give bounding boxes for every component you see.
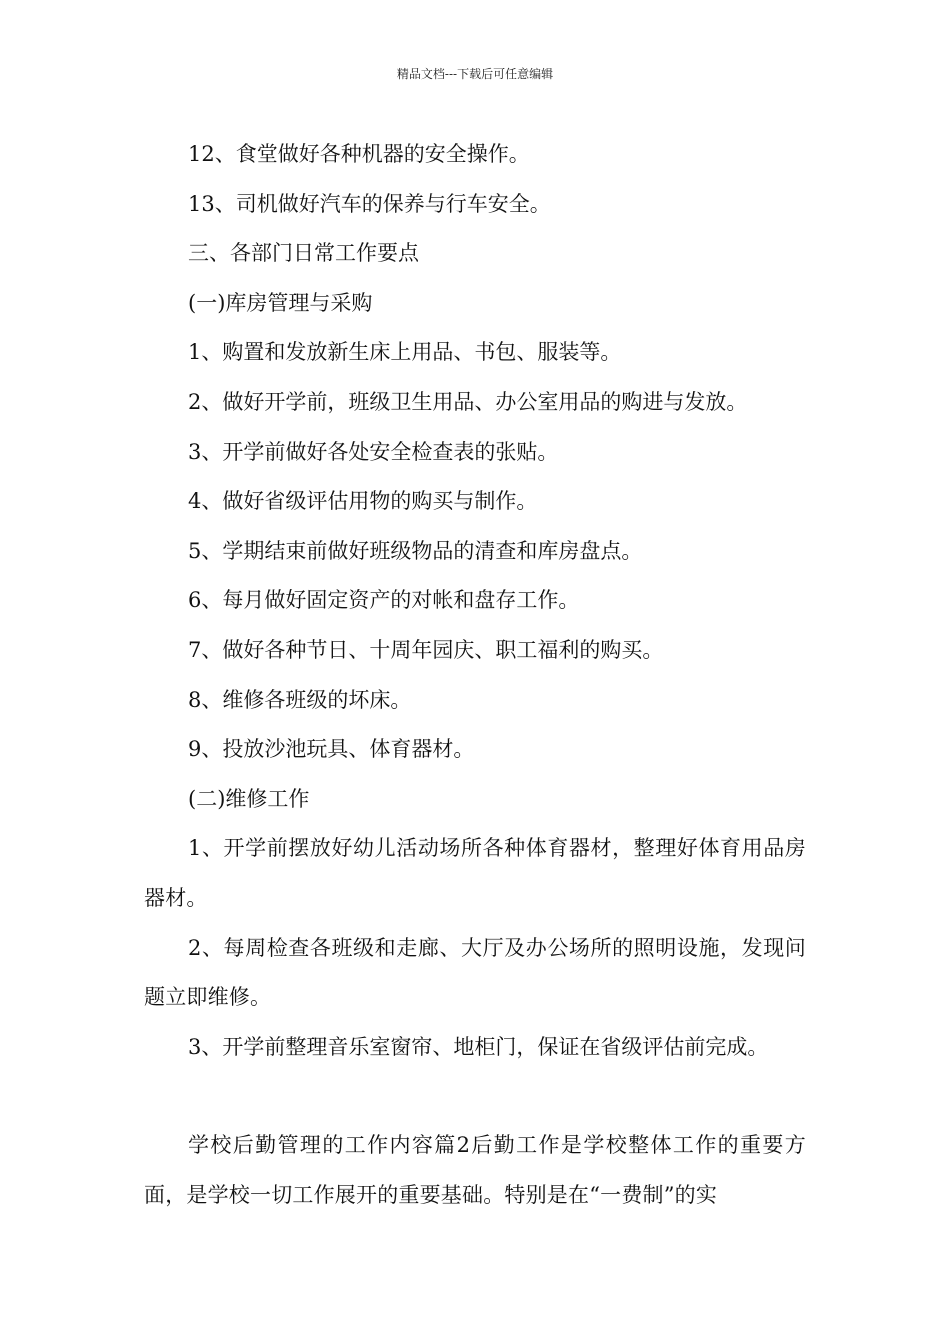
document-body [144,130,806,1220]
page-header: 精品文档---下载后可任意编辑 [396,67,554,81]
list-item-warehouse-7: 7、做好各种节日、十周年园庆、职工福利的购买。 [188,637,664,662]
list-item-warehouse-3: 3、开学前做好各处安全检查表的张贴。 [188,439,559,464]
list-item-warehouse-1: 1、购置和发放新生床上用品、书包、服装等。 [188,340,622,365]
paragraph-canteen-safety: 12、食堂做好各种机器的安全操作。 [188,142,530,166]
list-item-warehouse-2: 2、做好开学前，班级卫生用品、办公室用品的购进与发放。 [188,389,748,414]
list-item-warehouse-5: 5、学期结束前做好班级物品的清查和库房盘点。 [188,538,643,563]
paragraph-spacer [144,1072,806,1121]
list-item-warehouse-9: 9、投放沙池玩具、体育器材。 [188,737,475,762]
list-item-maintenance-2: 2、每周检查各班级和走廊、大厅及办公场所的照明设施，发现问题立即维修。 [144,935,806,1010]
subsection-heading-warehouse: (一)库房管理与采购 [188,290,373,315]
list-item-warehouse-4: 4、做好省级评估用物的购买与制作。 [188,489,538,514]
list-item-maintenance-1: 1、开学前摆放好幼儿活动场所各种体育器材，整理好体育用品房器材。 [144,836,806,910]
paragraph-driver-safety: 13、司机做好汽车的保养与行车安全。 [188,191,551,216]
list-item-warehouse-6: 6、每月做好固定资产的对帐和盘存工作。 [188,588,580,613]
subsection-heading-maintenance: (二)维修工作 [188,786,310,811]
list-item-warehouse-8: 8、维修各班级的坏床。 [188,687,412,712]
paragraph-article-2-intro: 学校后勤管理的工作内容篇2后勤工作是学校整体工作的重要方面，是学校一切工作展开的重要基础。特别是在“一费制”的实 [144,1133,806,1207]
section-heading-daily-work: 三、各部门日常工作要点 [188,241,419,266]
list-item-maintenance-3: 3、开学前整理音乐室窗帘、地柜门，保证在省级评估前完成。 [188,1034,769,1059]
